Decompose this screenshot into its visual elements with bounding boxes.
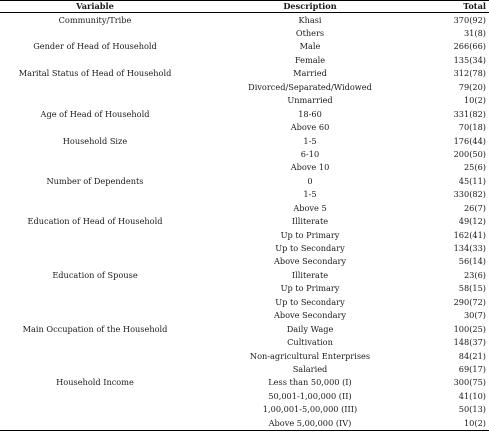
cell-description: 6-10: [300, 148, 320, 159]
table-row: [0, 322, 489, 335]
cell-variable: [0, 295, 190, 308]
cell-variable: [0, 255, 190, 268]
table-row: [0, 13, 489, 27]
table-row: [0, 94, 489, 107]
table-row: [0, 336, 489, 349]
cell-description: Others: [295, 28, 325, 39]
cell-variable: [0, 188, 190, 201]
cell-total: 135(34): [453, 54, 486, 65]
header-row: [0, 1, 489, 13]
cell-description: Khasi: [298, 14, 322, 25]
table-row: [0, 188, 489, 201]
cell-description: Above Secondary: [273, 310, 347, 321]
table-row: [0, 215, 489, 228]
cell-total: 148(37): [453, 337, 486, 348]
cell-total: 25(6): [463, 162, 486, 173]
cell-total: 70(18): [458, 122, 486, 133]
cell-total: 331(82): [453, 108, 486, 119]
cell-description: 1-5: [303, 189, 317, 200]
cell-total: 312(78): [453, 68, 486, 79]
table-row: [0, 295, 489, 308]
cell-total: 330(82): [453, 189, 486, 200]
table-row: [0, 376, 489, 389]
cell-description: Daily Wage: [286, 323, 334, 334]
table-row: [0, 147, 489, 160]
cell-variable: Age of Head of Household: [40, 108, 150, 119]
cell-total: 56(14): [458, 256, 486, 267]
cell-description: Above 10: [290, 162, 330, 173]
cell-variable: [0, 228, 190, 241]
cell-total: 100(25): [453, 323, 486, 334]
cell-description: Salaried: [292, 363, 328, 374]
table-row: [0, 26, 489, 39]
table-row: [0, 40, 489, 53]
cell-total: 79(20): [458, 81, 486, 92]
cell-total: 266(66): [453, 41, 486, 52]
cell-total: 45(11): [458, 175, 486, 186]
cell-total: 290(72): [453, 296, 486, 307]
header-description: Description: [190, 1, 430, 13]
cell-description: 1-5: [303, 135, 317, 146]
cell-description: Illiterate: [291, 269, 329, 280]
cell-variable: Gender of Head of Household: [33, 41, 157, 52]
cell-variable: Household Income: [56, 377, 134, 388]
cell-variable: Main Occupation of the Household: [22, 323, 168, 334]
cell-description: Male: [299, 41, 321, 52]
cell-variable: Education of Head of Household: [27, 216, 163, 227]
cell-total: 84(21): [458, 350, 486, 361]
cell-variable: Number of Dependents: [46, 175, 144, 186]
cell-description: Up to Secondary: [275, 243, 345, 254]
cell-total: 26(7): [463, 202, 486, 213]
table-body: [0, 13, 489, 431]
table-row: [0, 53, 489, 66]
cell-description: Less than 50,000 (I): [268, 377, 352, 388]
cell-variable: [0, 201, 190, 214]
cell-variable: [0, 53, 190, 66]
cell-variable: Community/Tribe: [58, 14, 132, 25]
table-row: [0, 416, 489, 430]
cell-description: Unmarried: [287, 95, 333, 106]
cell-total: 134(33): [453, 243, 486, 254]
cell-description: Up to Primary: [280, 283, 340, 294]
table-row: [0, 362, 489, 375]
table-row: [0, 174, 489, 187]
cell-total: 162(41): [453, 229, 486, 240]
cell-description: Above 5,00,000 (IV): [190, 416, 430, 430]
cell-total: 370(92): [453, 14, 486, 25]
table-row: [0, 268, 489, 281]
table-header: [0, 1, 489, 13]
cell-variable: [0, 241, 190, 254]
table-row: [0, 309, 489, 322]
table-row: [0, 389, 489, 402]
cell-total: 10(2): [463, 95, 486, 106]
cell-description: Non-agricultural Enterprises: [249, 350, 371, 361]
cell-total: 50(13): [458, 404, 486, 415]
cell-variable: [0, 94, 190, 107]
cell-description: Up to Primary: [280, 229, 340, 240]
table-row: [0, 161, 489, 174]
cell-description: Above 5: [293, 202, 327, 213]
cell-variable: [0, 309, 190, 322]
cell-variable: [0, 26, 190, 39]
cell-total: 176(44): [453, 135, 486, 146]
cell-total: 300(75): [453, 377, 486, 388]
cell-description: Illiterate: [291, 216, 329, 227]
table-row: [0, 349, 489, 362]
cell-description: Above 60: [290, 122, 330, 133]
cell-total: 30(7): [463, 310, 486, 321]
cell-description: 0: [307, 175, 313, 186]
cell-description: Married: [293, 68, 327, 79]
cell-description: 18-60: [298, 108, 322, 119]
cell-description: 50,001-1,00,000 (II): [268, 390, 352, 401]
cell-variable: [0, 147, 190, 160]
table-row: [0, 282, 489, 295]
cell-variable: [0, 336, 190, 349]
cell-description: Female: [294, 54, 326, 65]
header-total: Total: [430, 1, 489, 13]
cell-description: 1,00,001-5,00,000 (III): [262, 404, 358, 415]
cell-variable: Household Size: [62, 135, 128, 146]
cell-variable: [0, 282, 190, 295]
cell-description: Cultivation: [287, 337, 333, 348]
cell-description: Divorced/Separated/Widowed: [248, 81, 372, 92]
cell-variable: [0, 389, 190, 402]
table-row: [0, 228, 489, 241]
table-row: [0, 67, 489, 80]
cell-variable: [0, 416, 190, 430]
table-row: [0, 121, 489, 134]
cell-description: Above Secondary: [273, 256, 347, 267]
cell-total: 69(17): [458, 363, 486, 374]
cell-variable: [0, 349, 190, 362]
cell-variable: Marital Status of Head of Household: [18, 68, 172, 79]
cell-variable: [0, 362, 190, 375]
table-row: [0, 80, 489, 93]
cell-variable: Education of Spouse: [52, 269, 138, 280]
table-row: [0, 241, 489, 254]
cell-description: Up to Secondary: [275, 296, 345, 307]
cell-total: 10(2): [430, 416, 489, 430]
table-row: [0, 107, 489, 120]
cell-variable: [0, 161, 190, 174]
table-row: [0, 201, 489, 214]
cell-total: 200(50): [453, 148, 486, 159]
header-variable: Variable: [0, 1, 190, 13]
cell-total: 31(8): [463, 28, 486, 39]
cell-variable: [0, 80, 190, 93]
cell-variable: [0, 403, 190, 416]
cell-variable: [0, 121, 190, 134]
table-row: [0, 134, 489, 147]
table-row: [0, 255, 489, 268]
cell-total: 23(6): [463, 269, 486, 280]
cell-total: 58(15): [458, 283, 486, 294]
cell-total: 41(10): [458, 390, 486, 401]
table-row: [0, 403, 489, 416]
cell-total: 49(12): [458, 216, 486, 227]
